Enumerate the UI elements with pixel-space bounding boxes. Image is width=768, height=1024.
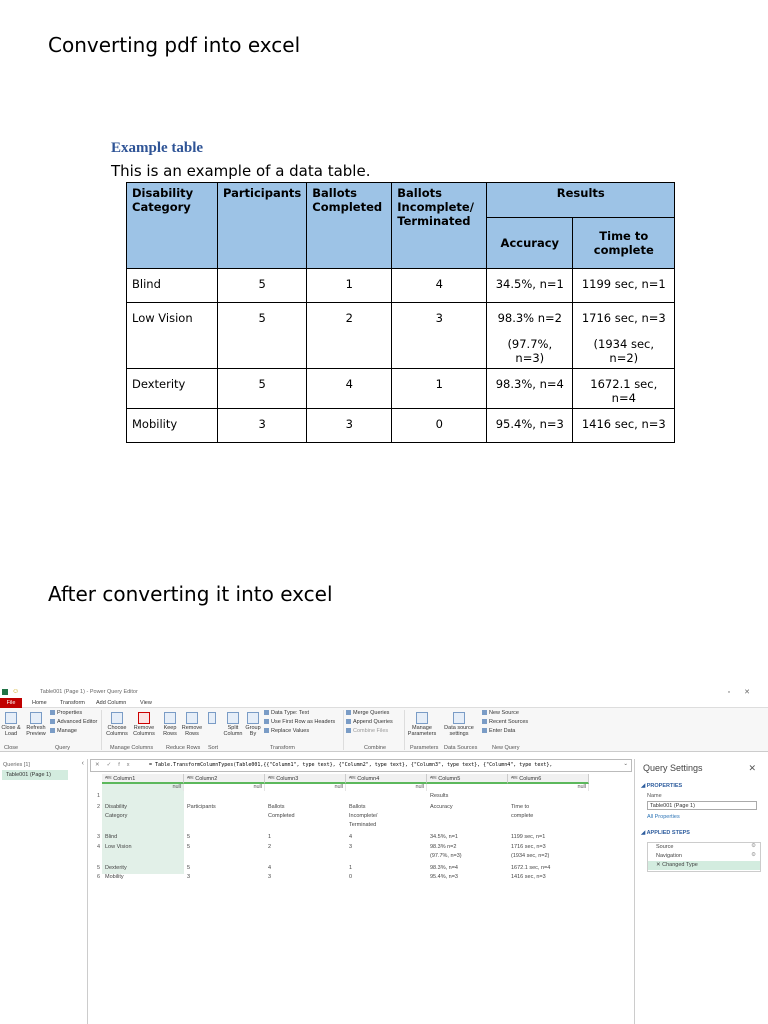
grid-cell[interactable]: 98.3% n=2 [430,844,457,850]
column-header[interactable] [184,774,265,784]
grid-cell[interactable]: (97.7%, n=3) [430,853,462,859]
grid-cell[interactable]: 1199 sec, n=1 [511,834,546,840]
cell-incomplete: 0 [392,409,487,443]
grid-cell[interactable]: 2 [268,844,272,850]
group-label-new-query: New Query [492,745,520,751]
header-incomplete: Ballots Incomplete/ Terminated [392,183,487,269]
table-row [127,303,675,369]
remove-rows-label: Remove Rows [181,725,203,737]
grid-cell[interactable]: Participants [187,804,216,810]
applied-steps-list [647,842,761,872]
selected-column-highlight [102,784,184,874]
grid-cell[interactable]: 1716 sec, n=3 [511,844,546,850]
cell-incomplete: 3 [392,303,487,369]
row-number: 3 [96,834,100,840]
properties-button[interactable]: Properties [50,710,82,716]
column-header[interactable] [265,774,346,784]
grid-cell[interactable]: 95.4%, n=3 [430,874,458,880]
column-header-label: Column4 [357,776,380,782]
choose-columns-button[interactable] [104,712,130,737]
header-results: Results [487,183,675,218]
new-source-button[interactable]: New Source [482,710,519,716]
null-marker: null [265,784,346,791]
text-type-icon: ᴬᴮᶜ [430,776,439,782]
cell-time: 1672.1 sec, n=4 [573,369,675,409]
grid-cell[interactable]: Terminated [349,822,377,828]
null-marker: null [102,784,184,791]
enter-data-button[interactable]: Enter Data [482,728,515,734]
header-time: Time to complete [573,218,675,269]
formula-text[interactable]: = Table.TransformColumnTypes(Table001,{{"Column1", type text}, {"Column2", type text}, {"Column3", type text}, {"Column4", type text}, [149,762,553,768]
sort-icon [208,712,216,724]
chevron-down-icon[interactable]: ⌄ [623,761,628,767]
grid-cell[interactable]: (1934 sec, n=2) [511,853,550,859]
header-accuracy: Accuracy [487,218,573,269]
grid-cell[interactable]: 98.3%, n=4 [430,865,458,871]
manage-button[interactable]: Manage [50,728,77,734]
grid-cell[interactable]: 1 [349,865,353,871]
header-disability: Disability Category [127,183,218,269]
cell-accuracy-line1: 98.3% n=2 [497,311,562,325]
cell-time-line2: (1934 sec, n=2) [593,337,655,365]
queries-label: Queries [1] [3,762,30,768]
choose-columns-label: Choose Columns [106,725,128,737]
remove-columns-icon [138,712,150,724]
grid-cell[interactable]: 1 [268,834,272,840]
all-properties-link[interactable]: All Properties [647,814,680,820]
advanced-editor-button[interactable]: Advanced Editor [50,719,97,725]
close-load-label: Close & Load [1,725,21,737]
close-icon[interactable]: ✕ [748,763,756,773]
ribbon [0,708,768,752]
grid-cell[interactable]: Time to [511,804,530,810]
keep-rows-button[interactable] [159,712,181,737]
group-label-query: Query [55,745,70,751]
row-number: 4 [96,844,100,850]
tab-file[interactable]: File [0,698,22,708]
ribbon-divider [101,710,102,750]
remove-columns-label: Remove Columns [133,725,155,737]
column-header[interactable] [346,774,427,784]
step-label: Source [656,844,674,850]
group-by-button[interactable] [245,712,261,737]
power-query-window [0,686,768,1024]
text-type-icon: ᴬᴮᶜ [268,776,277,782]
cell-participants: 5 [218,303,307,369]
tab-view[interactable]: View [140,700,152,706]
group-label-data-sources: Data Sources [444,745,478,751]
window-controls[interactable]: ▫✕ [727,689,764,696]
refresh-icon [30,712,42,724]
formula-buttons[interactable]: ✕✓fx [95,762,137,768]
group-label-close: Close [4,745,19,751]
header-completed: Ballots Completed [307,183,392,269]
query-item[interactable]: Table001 (Page 1) [2,770,68,780]
step-navigation[interactable] [648,852,760,861]
cell-category: Mobility [127,409,218,443]
applied-steps-label: APPLIED STEPS [646,830,690,836]
page-heading-bottom: After converting it into excel [48,582,333,606]
properties-label: PROPERTIES [646,783,683,789]
group-label-parameters: Parameters [410,745,439,751]
manage-parameters-button[interactable] [406,712,438,737]
grid-cell[interactable]: 4 [349,834,353,840]
column-header-label: Column3 [276,776,299,782]
cell-time: 1416 sec, n=3 [573,409,675,443]
null-marker: null [346,784,427,791]
grid-cell[interactable]: Blind [105,834,118,840]
cell-category: Dexterity [127,369,218,409]
grid-cell[interactable]: 1416 sec, n=3 [511,874,546,880]
table-row [127,409,675,443]
grid-cell[interactable]: 0 [349,874,353,880]
formula-bar[interactable] [90,759,632,772]
header-participants: Participants [218,183,307,269]
column-header[interactable] [508,774,589,784]
smiley-icon[interactable]: ☺ [12,688,20,695]
text-type-icon: ᴬᴮᶜ [187,776,196,782]
grid-cell[interactable]: Disability [105,804,128,810]
grid-cell[interactable]: 4 [268,865,272,871]
ribbon-divider [404,710,405,750]
window-title: Table001 (Page 1) - Power Query Editor [40,689,138,695]
grid-cell[interactable]: 3 [187,874,191,880]
gear-icon [453,712,465,724]
grid-cell[interactable]: Accuracy [430,804,453,810]
merge-queries-button[interactable]: Merge Queries [346,710,389,716]
query-settings-pane [634,759,768,1024]
ribbon-divider [343,710,344,750]
step-label: Changed Type [662,862,698,868]
cell-time: 1199 sec, n=1 [573,269,675,303]
grid-cell[interactable]: Category [105,813,128,819]
keep-rows-label: Keep Rows [163,725,177,737]
grid-cell[interactable]: Low Vision [105,844,132,850]
cell-category: Blind [127,269,218,303]
row-number: 2 [96,804,100,810]
row-number: 6 [96,874,100,880]
grid-cell[interactable]: 5 [187,865,191,871]
group-label-reduce-rows: Reduce Rows [166,745,201,751]
cell-accuracy: 34.5%, n=1 [487,269,573,303]
cell-incomplete: 1 [392,369,487,409]
data-source-label: Data source settings [444,725,474,737]
null-marker: null [508,784,589,791]
data-source-settings-button[interactable] [442,712,476,737]
cell-completed: 1 [307,269,392,303]
cell-completed: 3 [307,409,392,443]
grid-cell[interactable]: 3 [349,844,353,850]
example-data-table [126,182,675,443]
column-header-label: Column1 [113,776,136,782]
remove-rows-button[interactable] [181,712,203,737]
keep-rows-icon [164,712,176,724]
collapse-icon[interactable]: ‹ [81,760,84,767]
cell-accuracy: 95.4%, n=3 [487,409,573,443]
data-type-dropdown[interactable]: Data Type: Text [264,710,309,716]
applied-steps-section[interactable]: ◢ APPLIED STEPS [641,830,690,836]
table-row [127,369,675,409]
column-header-label: Column5 [438,776,461,782]
column-header[interactable] [427,774,508,784]
combine-files-button[interactable]: Combine Files [346,728,388,734]
tab-transform[interactable]: Transform [60,700,85,706]
sort-buttons[interactable] [205,712,219,725]
split-column-label: Split Column [223,725,243,737]
row-number: 1 [96,793,100,799]
grid-cell[interactable]: complete [511,813,534,819]
cell-participants: 5 [218,369,307,409]
grid-cell[interactable]: Mobility [105,874,124,880]
gear-icon[interactable]: ⚙ [751,852,756,858]
grid-cell[interactable]: Results [430,793,449,799]
row-number: 5 [96,865,100,871]
excel-icon [2,689,8,695]
grid-cell[interactable]: 5 [187,834,191,840]
name-label: Name [647,793,662,799]
grid-cell[interactable]: Ballots [349,804,366,810]
text-type-icon: ᴬᴮᶜ [349,776,358,782]
remove-rows-icon [186,712,198,724]
column-header[interactable] [102,774,184,784]
group-label-sort: Sort [208,745,219,751]
grid-cell[interactable]: Completed [268,813,295,819]
grid-cell[interactable]: Dexterity [105,865,127,871]
split-column-icon [227,712,239,724]
cell-category: Low Vision [127,303,218,369]
append-queries-button[interactable]: Append Queries [346,719,393,725]
step-source[interactable] [648,843,760,852]
cell-time [573,303,675,369]
step-changed-type[interactable] [648,861,760,870]
example-table-caption: This is an example of a data table. [111,162,371,180]
cell-accuracy: 98.3%, n=4 [487,369,573,409]
cell-incomplete: 4 [392,269,487,303]
split-column-button[interactable] [222,712,244,737]
data-grid [90,774,632,1024]
group-label-combine: Combine [364,745,387,751]
cell-completed: 2 [307,303,392,369]
recent-sources-button[interactable]: Recent Sources [482,719,528,725]
grid-cell[interactable]: 34.5%, n=1 [430,834,458,840]
column-header-label: Column6 [519,776,542,782]
page-heading-top: Converting pdf into excel [48,33,301,57]
example-table-title: Example table [111,140,204,156]
query-settings-title: Query Settings [643,763,703,773]
text-type-icon: ᴬᴮᶜ [511,776,520,782]
tab-add-column[interactable]: Add Column [96,700,127,706]
parameters-icon [416,712,428,724]
ribbon-tabs [0,698,768,708]
close-load-button[interactable] [0,712,22,737]
cell-participants: 5 [218,269,307,303]
group-by-icon [247,712,259,724]
gear-icon[interactable]: ⚙ [751,843,756,849]
delete-step-icon[interactable]: ✕ [656,862,663,868]
column-header-label: Column2 [195,776,218,782]
grid-cell[interactable]: 3 [268,874,272,880]
text-type-icon: ᴬᴮᶜ [105,776,114,782]
refresh-preview-button[interactable] [23,712,49,737]
choose-columns-icon [111,712,123,724]
cell-participants: 3 [218,409,307,443]
table-row [127,269,675,303]
tab-home[interactable]: Home [32,700,47,706]
first-row-headers-button[interactable]: Use First Row as Headers [264,719,335,725]
queries-pane [0,759,88,1024]
refresh-label: Refresh Preview [26,725,46,737]
query-name-input[interactable]: Table001 (Page 1) [647,801,757,810]
group-label-manage-columns: Manage Columns [110,745,154,751]
grid-cell[interactable]: Ballots [268,804,285,810]
step-label: Navigation [656,853,682,859]
cell-accuracy-line2: (97.7%, n=3) [507,337,553,365]
cell-completed: 4 [307,369,392,409]
grid-cell[interactable]: Incomplete/ [349,813,378,819]
cell-accuracy [487,303,573,369]
remove-columns-button[interactable] [131,712,157,737]
grid-cell[interactable]: 1672.1 sec, n=4 [511,865,551,871]
replace-values-button[interactable]: Replace Values [264,728,309,734]
group-by-label: Group By [245,725,261,737]
cell-time-line1: 1716 sec, n=3 [581,311,666,325]
null-marker: null [184,784,265,791]
close-load-icon [5,712,17,724]
manage-parameters-label: Manage Parameters [407,725,437,737]
window-titlebar [0,686,768,698]
group-label-transform: Transform [270,745,295,751]
grid-cell[interactable]: 5 [187,844,191,850]
properties-section[interactable]: ◢ PROPERTIES [641,783,683,789]
